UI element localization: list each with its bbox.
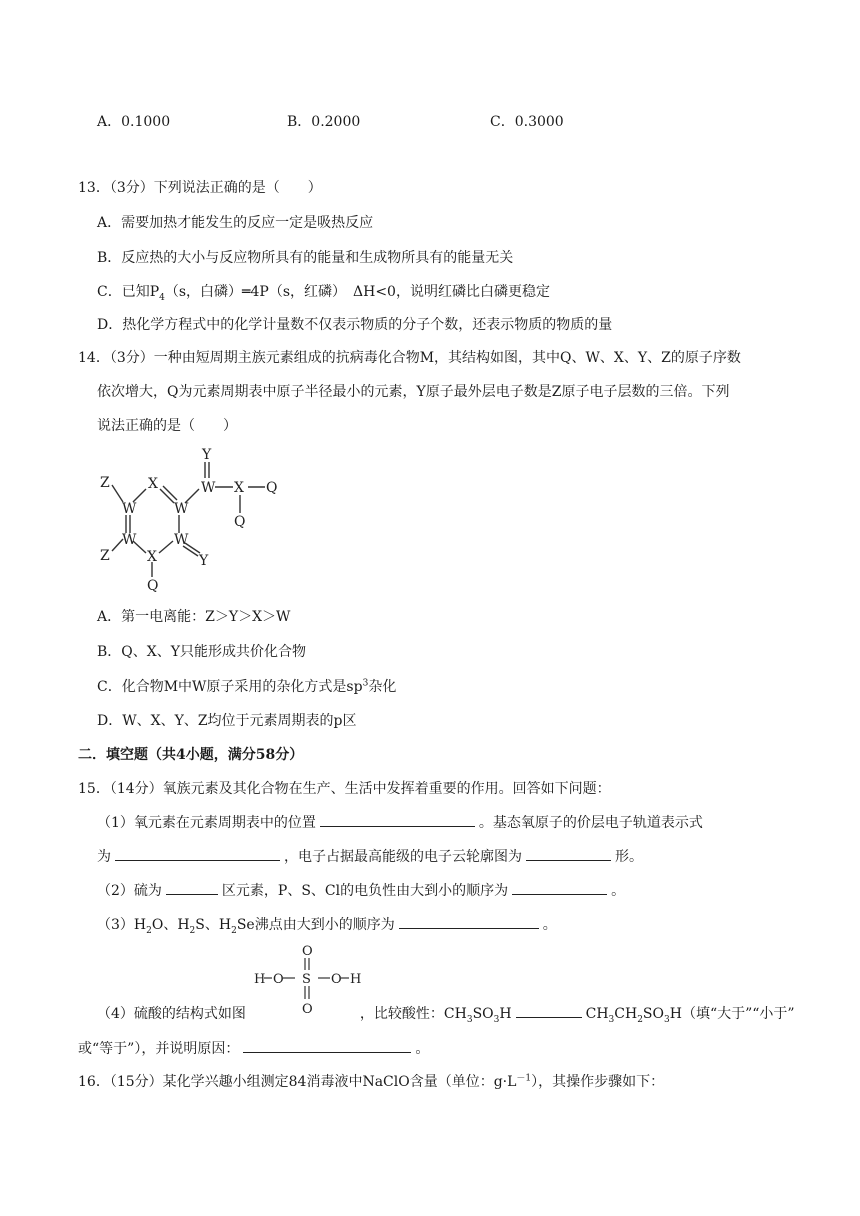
q15-part4-line1: （4）硫酸的结构式如图 ，比较酸性：$CH_3SO_3H$ $CH_3CH_2SO_3H$（填“大于”“小于” xyxy=(97,1003,795,1024)
q15-part3: $(3)H_2O$、$H_2S$、$H_2Se$沸点由大到小的顺序为 。 xyxy=(97,914,557,935)
q13-option-d: D．热化学方程式中的化学计量数不仅表示物质的分子个数，还表示物质的物质的量 xyxy=(97,317,613,333)
q12-option-b: B．0.2000 xyxy=(287,114,361,130)
answer-blank[interactable] xyxy=(512,880,607,895)
atom-h-left: H xyxy=(254,972,266,987)
q15-part2: （2）硫为 区元素，P、S、Cl的电负性由大到小的顺序为 。 xyxy=(97,880,625,901)
answer-blank[interactable] xyxy=(243,1038,411,1053)
atom-w-left-lower: W xyxy=(122,532,137,548)
atom-w-right-upper: W xyxy=(174,501,189,517)
atom-y-bottom: Y xyxy=(199,553,209,569)
q14-stem-line1: 14．（3分）一种由短周期主族元素组成的抗病毒化合物M，其结构如图，其中Q、W、X、Y、Z的原子序数 xyxy=(78,350,741,366)
atom-o-left: O xyxy=(273,972,284,987)
atom-x-top: X xyxy=(148,476,158,492)
atom-w-side: W xyxy=(201,480,216,496)
atom-o-right: O xyxy=(331,972,342,987)
answer-blank[interactable] xyxy=(399,914,539,929)
atom-x-bottom: X xyxy=(147,549,157,565)
atom-s: S xyxy=(302,972,311,987)
atom-q-side: Q xyxy=(266,480,278,496)
atom-q-bottom: Q xyxy=(147,578,159,594)
compound-m-structure xyxy=(95,445,295,595)
atom-w-left-upper: W xyxy=(122,501,137,517)
answer-blank[interactable] xyxy=(516,1003,582,1018)
atom-z-lower: Z xyxy=(100,548,110,564)
answer-blank[interactable] xyxy=(320,812,475,827)
q14-stem-line2: 依次增大，Q为元素周期表中原子半径最小的元素，Y原子最外层电子数是Z原子电子层数的三倍。下列 xyxy=(97,384,730,400)
q12-option-c: C．0.3000 xyxy=(490,114,564,130)
q15-part1-line1: （1）氧元素在元素周期表中的位置 。基态氧原子的价层电子轨道表示式 xyxy=(97,812,703,833)
q15-part4-line2: 或“等于”），并说明原因： 。 xyxy=(78,1038,429,1059)
atom-o-top: O xyxy=(302,944,313,959)
atom-o-bottom: O xyxy=(302,1002,313,1017)
answer-blank[interactable] xyxy=(166,880,218,895)
section-heading: 二．填空题（共4小题，满分58分） xyxy=(78,747,304,763)
atom-w-right-lower: W xyxy=(174,532,189,548)
q14-option-b: B．Q、X、Y只能形成共价化合物 xyxy=(97,644,306,660)
answer-blank[interactable] xyxy=(115,846,280,861)
q14-option-a: A．第一电离能：Z＞Y＞X＞W xyxy=(97,609,291,625)
atom-h-right: H xyxy=(350,972,362,987)
q13-option-a: A．需要加热才能发生的反应一定是吸热反应 xyxy=(97,215,374,231)
q14-option-c: C．化合物M中W原子采用的杂化方式是$sp^3$杂化 xyxy=(97,678,397,695)
q12-option-a: A．0.1000 xyxy=(97,114,171,130)
answer-blank[interactable] xyxy=(526,846,611,861)
q13-stem: 13．（3分）下列说法正确的是（ ） xyxy=(78,180,322,196)
q15-part1-line2: 为 ，电子占据最高能级的电子云轮廓图为 形。 xyxy=(97,846,643,867)
q16-stem: 16．（15分）某化学兴趣小组测定84消毒液中NaClO含量（单位：$g\cdot L^{-1}$），其操作步骤如下： xyxy=(78,1073,665,1090)
q13-option-b: B．反应热的大小与反应物所具有的能量和生成物所具有的能量无关 xyxy=(97,250,514,266)
atom-z-upper: Z xyxy=(100,475,110,491)
atom-x-side: X xyxy=(234,480,244,496)
atom-q-side-bottom: Q xyxy=(234,514,246,530)
atom-y-top: Y xyxy=(202,447,212,463)
q13-option-c: C．已知$P_4(s$，白磷）═4P（s，红磷） ΔH<0，说明红磷比白磷更稳定 xyxy=(97,284,550,303)
q14-option-d: D．W、X、Y、Z均位于元素周期表的p区 xyxy=(97,713,357,729)
q15-stem: 15．（14分）氧族元素及其化合物在生产、生活中发挥着重要的作用。回答如下问题： xyxy=(78,781,611,797)
q14-stem-line3: 说法正确的是（ ） xyxy=(97,418,237,434)
